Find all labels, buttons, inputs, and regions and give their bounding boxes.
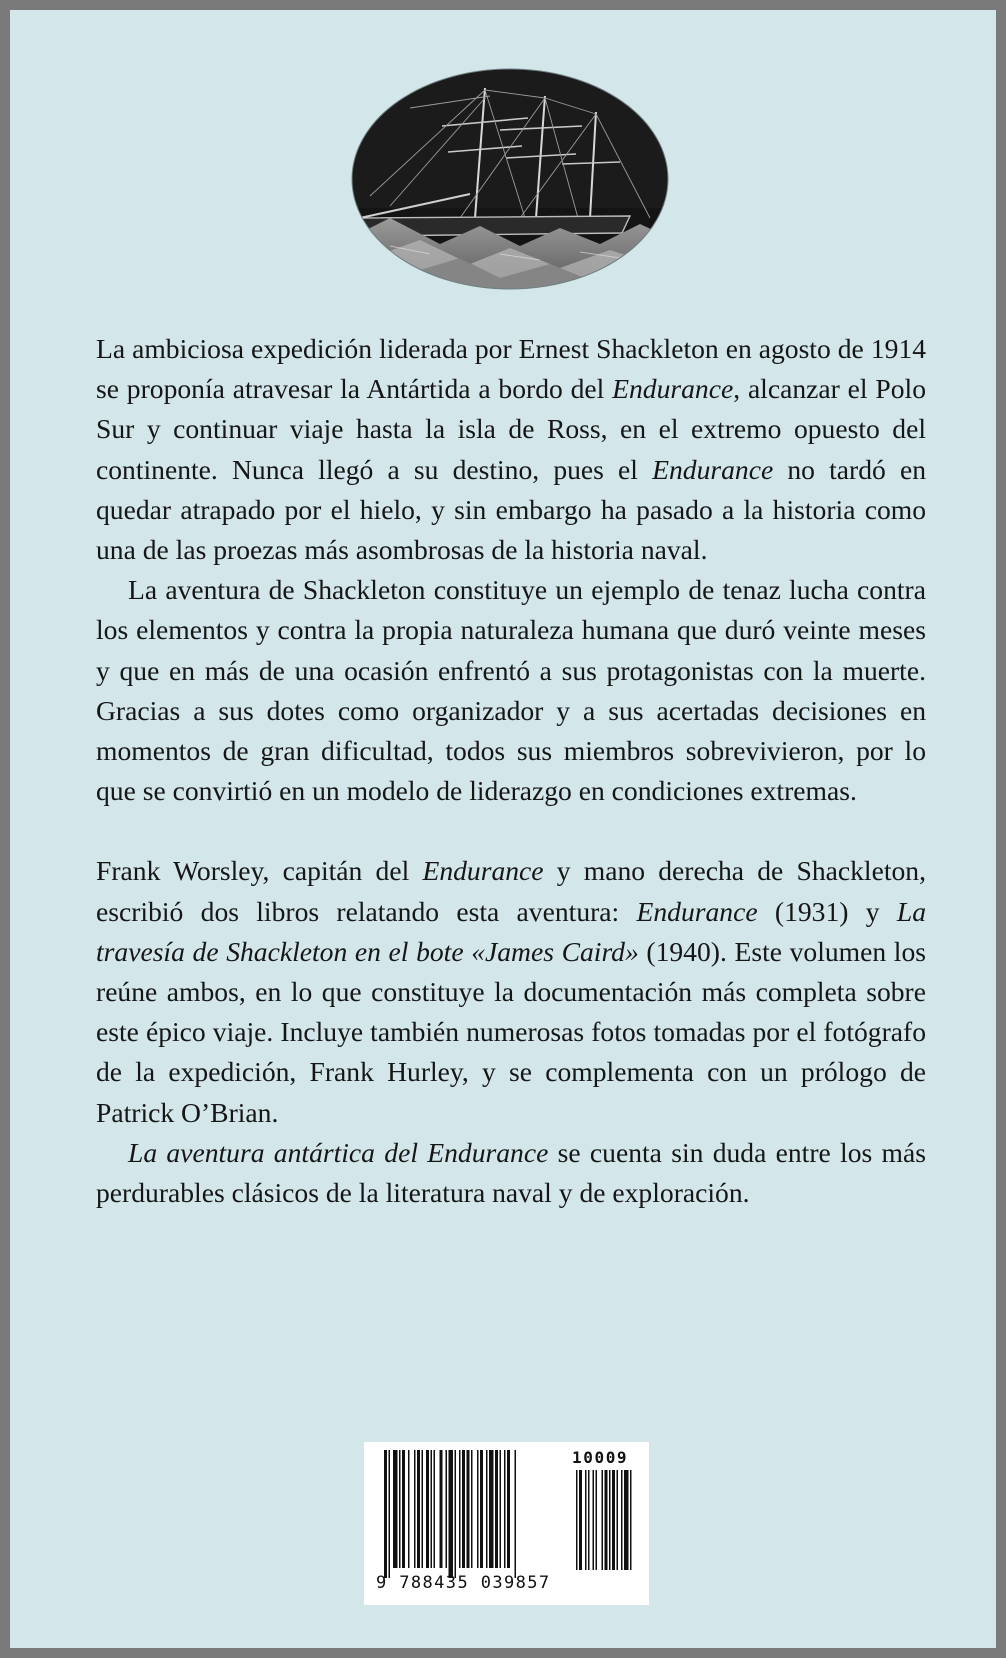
ship-photo-oval	[350, 68, 670, 290]
edition-paragraph-1: Frank Worsley, capitán del Endurance y mano derecha de Shackleton, escribió dos libros relatando esta aventura: Endurance (1931) y La travesía de Shackleton en el bote «James Caird» (1940). Este volumen los reúne ambos, en lo que constituye la documentación más completa sobre este épico viaje. Incluye también numerosas fotos tomadas por el fotógrafo de la expedición, Frank Hurley, y se complementa con un prólogo de Patrick O’Brian.	[96, 855, 927, 1128]
addon-bar	[585, 1470, 587, 1570]
barcode-addon-digits: 10009	[572, 1448, 629, 1467]
addon-bar	[588, 1470, 590, 1570]
barcode-bar	[455, 1450, 457, 1578]
addon-bar	[609, 1470, 611, 1570]
barcode-bar	[422, 1450, 424, 1568]
addon-bar	[593, 1470, 595, 1570]
barcode-bar	[462, 1450, 465, 1568]
barcode-bar	[477, 1450, 479, 1568]
addon-bar	[596, 1470, 598, 1570]
addon-bar	[630, 1470, 632, 1570]
addon-bar	[579, 1470, 582, 1570]
addon-bar	[617, 1470, 619, 1570]
addon-bar	[624, 1470, 629, 1570]
barcode-bar	[426, 1450, 429, 1568]
barcode-bar	[393, 1450, 398, 1568]
barcode-bar	[495, 1450, 498, 1568]
book-title-italic: Endurance	[652, 453, 774, 485]
book-title-italic: La aventura antártica del Endurance	[128, 1136, 549, 1168]
book-title-italic: Endurance	[612, 373, 734, 405]
barcode-bar	[471, 1450, 473, 1568]
addon-bar	[576, 1470, 578, 1570]
book-title-italic: La travesía de Shackleton en el bote «James Caird»	[96, 895, 926, 967]
barcode-bar	[486, 1450, 488, 1568]
barcode-bar	[507, 1450, 510, 1568]
barcode-bar	[402, 1450, 405, 1568]
ship-in-ice-illustration	[350, 68, 670, 290]
synopsis-paragraph-2: La aventura de Shackleton constituye un ejemplo de tenaz lucha contra los elementos y contra la propia naturaleza humana que duró veinte meses y que en más de una ocasión enfrentó a sus protagonistas con la muerte. Gracias a sus dotes como organizador y a sus acertadas decisiones en momentos de gran dificultad, todos sus miembros sobrevivieron, por lo que se convirtió en un modelo de liderazgo en condiciones extremas.	[96, 574, 926, 807]
barcode-bar	[434, 1450, 436, 1568]
barcode-bar	[399, 1450, 401, 1568]
barcode-bar	[446, 1450, 448, 1568]
back-cover	[10, 10, 996, 1648]
barcode-bar	[408, 1450, 410, 1568]
barcode-bar	[431, 1450, 433, 1568]
synopsis-paragraph-1: La ambiciosa expedición liderada por Ernest Shackleton en agosto de 1914 se proponía atravesar la Antártida a bordo del Endurance, alcanzar el Polo Sur y continuar viaje hasta la isla de Ross, en el extremo opuesto del continente. Nunca llegó a su destino, pues el Endurance no tardó en quedar atrapado por el hielo, y sin embargo ha pasado a la historia como una de las proezas más asombrosas de la historia naval.	[96, 333, 926, 566]
synopsis-text	[96, 329, 926, 1213]
barcode-bar	[459, 1450, 461, 1568]
barcode-bar	[489, 1450, 494, 1568]
barcode-bar	[480, 1450, 483, 1568]
book-title-italic: Endurance	[636, 895, 758, 927]
barcode-bar	[467, 1450, 470, 1568]
barcode-bar	[440, 1450, 443, 1568]
barcode-bar	[449, 1450, 454, 1578]
addon-bar	[612, 1470, 615, 1570]
barcode-bar	[515, 1450, 517, 1578]
barcode-bar	[500, 1450, 502, 1568]
barcode-bar	[389, 1450, 391, 1578]
isbn-digits: 9 788435 039857	[376, 1573, 551, 1593]
isbn-barcode	[364, 1442, 649, 1605]
addon-bar	[621, 1470, 623, 1570]
barcode-bar	[414, 1450, 416, 1568]
addon-bar	[605, 1470, 608, 1570]
barcode-bar	[417, 1450, 420, 1568]
book-title-italic: Endurance	[422, 855, 544, 887]
barcode-bar	[384, 1450, 387, 1578]
barcode-bar	[504, 1450, 506, 1568]
edition-paragraph-2: La aventura antártica del Endurance se cuenta sin duda entre los más perdurables clásicos de la literatura naval y de exploración.	[96, 1136, 926, 1209]
addon-bar	[602, 1470, 604, 1570]
